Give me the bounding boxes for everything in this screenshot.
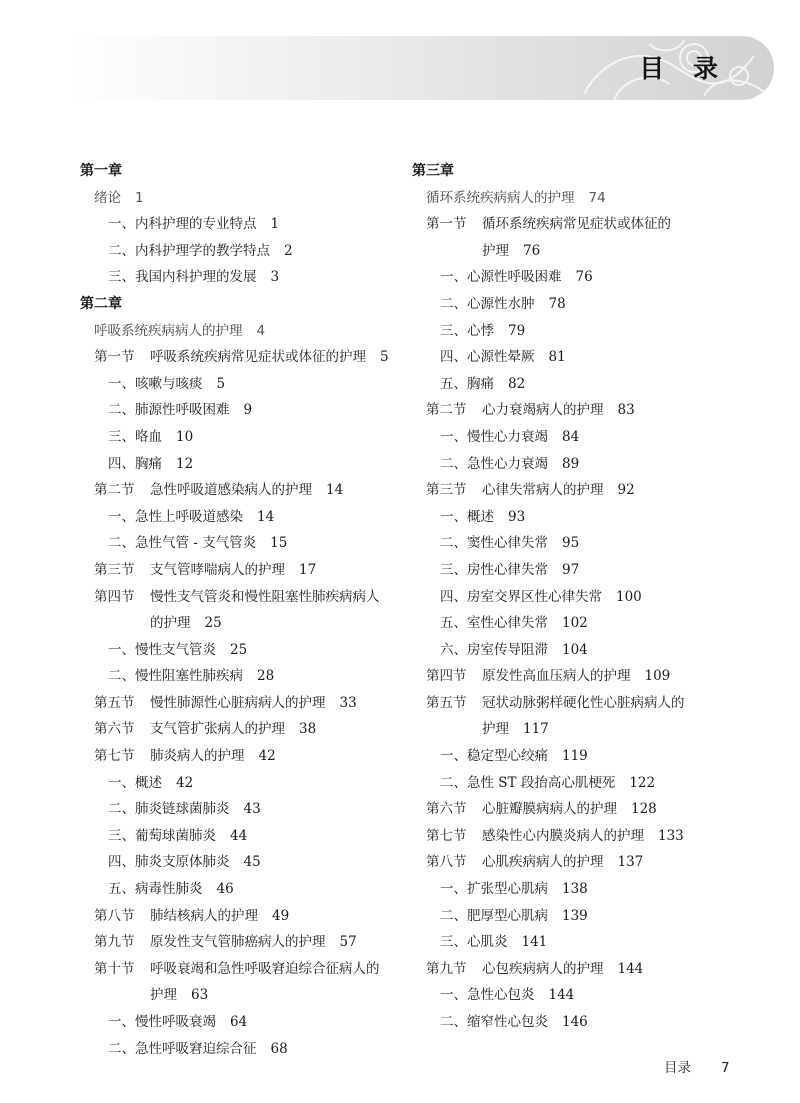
page-number: 63	[191, 987, 209, 1004]
toc-entry-continuation[interactable]	[80, 982, 400, 1009]
entry-title: 二、缩窄性心包炎	[440, 1014, 548, 1030]
page-number: 95	[562, 535, 580, 552]
toc-entry-item[interactable]	[80, 424, 400, 451]
entry-title: 二、急性心力衰竭	[440, 455, 548, 472]
toc-entry-item[interactable]	[80, 823, 400, 850]
entry-title: 急性呼吸道感染病人的护理	[150, 482, 312, 499]
section-label: 第六节	[426, 801, 467, 818]
section-label: 第九节	[426, 960, 467, 977]
page-number: 10	[176, 428, 194, 445]
entry-title: 原发性高血压病人的护理	[482, 668, 631, 685]
page-number: 28	[257, 668, 275, 685]
toc-entry-section[interactable]	[80, 584, 400, 611]
entry-title: 支气管哮喘病人的护理	[150, 561, 285, 578]
entry-title: 一、慢性心力衰竭	[440, 428, 548, 445]
footer-label: 目录	[664, 1060, 691, 1076]
toc-entry-item[interactable]	[80, 530, 400, 557]
entry-title: 呼吸系统疾病病人的护理	[94, 322, 243, 339]
page-number: 42	[176, 774, 194, 791]
page-number: 144	[548, 987, 575, 1004]
page-number: 79	[508, 322, 526, 339]
entry-title: 一、概述	[108, 774, 162, 791]
chapter-heading: 第一章	[80, 163, 122, 179]
toc-entry-section[interactable]	[412, 796, 712, 823]
page-number: 12	[176, 455, 194, 472]
toc-entry-item[interactable]	[80, 796, 400, 823]
toc-entry-item[interactable]	[80, 1009, 400, 1036]
entry-title: 肺结核病人的护理	[150, 907, 258, 924]
page-number: 76	[523, 242, 541, 259]
entry-title: 四、心源性晕厥	[440, 349, 535, 366]
entry-title: 三、咯血	[108, 428, 162, 445]
toc-entry-section[interactable]	[412, 849, 712, 876]
toc-entry-item[interactable]	[412, 584, 712, 611]
section-label: 第三节	[426, 482, 467, 499]
section-label: 第十节	[94, 960, 135, 977]
toc-entry-item[interactable]	[412, 876, 712, 903]
page-number: 82	[508, 375, 526, 392]
entry-title: 心肌疾病病人的护理	[482, 854, 604, 871]
page-number: 139	[562, 907, 588, 924]
page-number: 92	[617, 482, 635, 499]
entry-title: 四、房室交界区性心律失常	[440, 588, 602, 605]
toc-left-column	[80, 158, 400, 1062]
toc-entry-item[interactable]	[80, 504, 400, 531]
toc-entry-item[interactable]	[80, 876, 400, 903]
page-number: 81	[548, 349, 566, 366]
toc-entry-chapter-title[interactable]	[412, 185, 712, 212]
page-number: 44	[230, 827, 248, 844]
toc-entry-item[interactable]	[80, 211, 400, 238]
entry-title: 呼吸衰竭和急性呼吸窘迫综合征病人的	[150, 960, 380, 977]
entry-title: 二、急性呼吸窘迫综合征	[108, 1040, 257, 1057]
entry-title: 循环系统疾病常见症状或体征的	[482, 216, 671, 233]
toc-entry-section[interactable]	[80, 557, 400, 584]
page-number: 119	[562, 748, 588, 765]
page-number: 144	[617, 960, 644, 977]
toc-entry-continuation[interactable]	[412, 238, 712, 265]
entry-title: 四、胸痛	[108, 455, 162, 472]
entry-title: 三、葡萄球菌肺炎	[108, 827, 216, 844]
entry-title: 肺炎病人的护理	[150, 748, 245, 765]
page-number: 14	[326, 482, 344, 499]
page-number: 78	[548, 295, 566, 312]
toc-entry-item[interactable]	[80, 663, 400, 690]
toc-entry-item[interactable]	[80, 1036, 400, 1063]
toc-entry-section[interactable]	[80, 716, 400, 743]
page-number: 146	[562, 1014, 588, 1030]
entry-title: 二、心源性水肿	[440, 295, 535, 312]
entry-title: 呼吸系统疾病常见症状或体征的护理	[150, 349, 366, 366]
toc-entry-item[interactable]	[412, 557, 712, 584]
entry-title: 感染性心内膜炎病人的护理	[482, 827, 644, 844]
chapter-heading: 第二章	[80, 295, 122, 312]
entry-title: 一、急性心包炎	[440, 987, 535, 1004]
entry-title: 心脏瓣膜病病人的护理	[482, 801, 617, 818]
entry-title: 二、窦性心律失常	[440, 535, 548, 552]
page-number: 46	[216, 881, 234, 898]
entry-title: 冠状动脉粥样硬化性心脏病病人的	[482, 694, 685, 711]
entry-title: 心力衰竭病人的护理	[482, 402, 604, 419]
page-number: 93	[508, 508, 526, 525]
page-number: 89	[562, 455, 580, 472]
toc-entry-section[interactable]	[412, 211, 712, 238]
page-number: 84	[562, 428, 580, 445]
section-label: 第四节	[94, 588, 135, 605]
section-label: 第五节	[94, 694, 135, 711]
toc-entry-item[interactable]	[412, 903, 712, 930]
toc-entry-section[interactable]	[80, 690, 400, 717]
entry-title: 护理	[150, 987, 177, 1004]
toc-entry-section[interactable]	[80, 929, 400, 956]
toc-entry-item[interactable]	[412, 637, 712, 664]
entry-title: 一、稳定型心绞痛	[440, 748, 548, 765]
entry-title: 护理	[482, 242, 509, 259]
toc-entry-chapter-title[interactable]	[80, 185, 400, 212]
entry-title: 一、慢性呼吸衰竭	[108, 1014, 216, 1030]
toc-entry-item[interactable]	[80, 849, 400, 876]
page-number: 14	[257, 508, 275, 525]
page-number: 83	[617, 402, 635, 419]
entry-title: 四、肺炎支原体肺炎	[108, 854, 230, 871]
section-label: 第九节	[94, 934, 135, 951]
chapter-heading: 第三章	[412, 163, 454, 179]
page-number: 141	[521, 934, 548, 951]
page-number: 3	[270, 269, 280, 286]
section-label: 第一节	[94, 349, 135, 366]
page-number: 4	[256, 322, 266, 339]
entry-title: 一、急性上呼吸道感染	[108, 508, 243, 525]
page-number: 138	[562, 881, 588, 898]
section-label: 第八节	[426, 854, 467, 871]
toc-entry-section[interactable]	[80, 477, 400, 504]
page-number: 17	[299, 561, 317, 578]
toc-entry-section[interactable]	[412, 823, 712, 850]
entry-title: 三、我国内科护理的发展	[108, 269, 257, 286]
page-number: 74	[588, 189, 606, 206]
page-number: 1	[135, 189, 144, 206]
page-number: 45	[243, 854, 261, 871]
toc-entry-item[interactable]	[412, 424, 712, 451]
entry-title: 原发性支气管肺癌病人的护理	[150, 934, 326, 951]
toc-entry-section[interactable]	[80, 956, 400, 983]
entry-title: 二、慢性阻塞性肺疾病	[108, 668, 243, 685]
section-label: 第二节	[94, 482, 135, 499]
toc-entry-item[interactable]	[412, 530, 712, 557]
entry-title: 二、肺炎链球菌肺炎	[108, 801, 230, 818]
toc-right-column	[412, 158, 712, 1036]
entry-title: 的护理	[150, 615, 191, 632]
page-number: 122	[629, 774, 656, 791]
toc-entry-section[interactable]	[80, 743, 400, 770]
toc-entry-item[interactable]	[80, 397, 400, 424]
page-number: 5	[216, 375, 226, 392]
page-number: 38	[299, 721, 317, 738]
page-number: 25	[230, 641, 248, 658]
page-number: 7	[721, 1060, 730, 1076]
toc-entry-item[interactable]	[80, 770, 400, 797]
entry-title: 二、急性气管 - 支气管炎	[108, 535, 257, 552]
page-number: 49	[272, 907, 290, 924]
toc-entry-chapter-title[interactable]	[80, 318, 400, 345]
entry-title: 护理	[482, 721, 509, 738]
entry-title: 一、慢性支气管炎	[108, 641, 216, 658]
toc-entry-continuation[interactable]	[412, 716, 712, 743]
entry-title: 绪论	[94, 189, 121, 206]
entry-title: 支气管扩张病人的护理	[150, 721, 285, 738]
page-number: 104	[562, 641, 588, 658]
toc-entry-section[interactable]	[80, 903, 400, 930]
section-label: 第四节	[426, 668, 467, 685]
entry-title: 三、心悸	[440, 322, 494, 339]
toc-entry-section[interactable]	[80, 344, 400, 371]
entry-title: 三、心肌炎	[440, 934, 508, 951]
toc-entry-item[interactable]	[412, 371, 712, 398]
page-number: 68	[270, 1040, 288, 1057]
page-number: 102	[562, 615, 588, 632]
page-number: 33	[339, 694, 357, 711]
section-label: 第一节	[426, 216, 467, 233]
page-number: 1	[270, 216, 280, 233]
section-label: 第七节	[426, 827, 467, 844]
page-number: 76	[575, 269, 593, 286]
page-number: 117	[523, 721, 549, 738]
page-number: 97	[562, 561, 580, 578]
page-number: 137	[617, 854, 644, 871]
toc-entry-item[interactable]	[412, 344, 712, 371]
entry-title: 五、胸痛	[440, 375, 494, 392]
page-number: 100	[616, 588, 642, 605]
page-number: 9	[243, 402, 253, 419]
toc-entry-item[interactable]	[412, 610, 712, 637]
section-label: 第八节	[94, 907, 135, 924]
entry-title: 心律失常病人的护理	[482, 482, 604, 499]
toc-entry-item[interactable]	[80, 371, 400, 398]
entry-title: 慢性肺源性心脏病病人的护理	[150, 694, 326, 711]
toc-entry-section[interactable]	[412, 663, 712, 690]
page-number: 64	[230, 1014, 248, 1030]
page-number: 25	[204, 615, 222, 632]
page-number: 109	[644, 668, 671, 685]
toc-entry-item[interactable]	[412, 1009, 712, 1036]
toc-entry-item[interactable]	[80, 637, 400, 664]
entry-title: 二、肺源性呼吸困难	[108, 402, 230, 419]
toc-entry-section[interactable]	[412, 690, 712, 717]
entry-title: 一、内科护理的专业特点	[108, 216, 257, 233]
page-number: 5	[380, 349, 389, 366]
section-label: 第七节	[94, 748, 135, 765]
entry-title: 一、概述	[440, 508, 494, 525]
toc-entry-item[interactable]	[412, 318, 712, 345]
entry-title: 循环系统疾病病人的护理	[426, 189, 575, 206]
toc-entry-item[interactable]	[412, 504, 712, 531]
toc-entry-item[interactable]	[412, 291, 712, 318]
toc-entry-section[interactable]	[412, 397, 712, 424]
toc-entry-item[interactable]	[412, 929, 712, 956]
page-number: 133	[658, 827, 684, 844]
toc-entry-item[interactable]	[80, 451, 400, 478]
section-label: 第二节	[426, 402, 467, 419]
header-band	[68, 36, 774, 100]
page-title: 目 录	[639, 54, 728, 83]
toc-entry-item[interactable]	[412, 451, 712, 478]
entry-title: 六、房室传导阻滞	[440, 641, 548, 658]
toc-entry-item[interactable]	[412, 982, 712, 1009]
entry-title: 慢性支气管炎和慢性阻塞性肺疾病病人	[150, 588, 380, 605]
section-label: 第三节	[94, 561, 135, 578]
entry-title: 二、急性 ST 段抬高心肌梗死	[440, 774, 616, 791]
page-number: 128	[631, 801, 657, 818]
page-number: 42	[258, 748, 276, 765]
entry-title: 二、肥厚型心肌病	[440, 907, 548, 924]
entry-title: 心包疾病病人的护理	[482, 960, 604, 977]
page-number: 2	[284, 242, 293, 259]
toc-entry-item[interactable]	[80, 238, 400, 265]
entry-title: 二、内科护理学的教学特点	[108, 242, 270, 259]
entry-title: 一、咳嗽与咳痰	[108, 375, 203, 392]
entry-title: 三、房性心律失常	[440, 561, 548, 578]
page-number: 15	[270, 535, 288, 552]
page-number: 43	[243, 801, 261, 818]
section-label: 第五节	[426, 694, 467, 711]
toc-entry-section[interactable]	[412, 956, 712, 983]
toc-entry-section[interactable]	[412, 477, 712, 504]
page-footer	[664, 1056, 730, 1076]
entry-title: 五、室性心律失常	[440, 615, 548, 632]
page-number: 57	[339, 934, 357, 951]
toc-entry-item[interactable]	[412, 743, 712, 770]
entry-title: 一、扩张型心肌病	[440, 881, 548, 898]
toc-entry-item[interactable]	[412, 264, 712, 291]
entry-title: 五、病毒性肺炎	[108, 881, 203, 898]
entry-title: 一、心源性呼吸困难	[440, 269, 562, 286]
toc-entry-item[interactable]	[80, 264, 400, 291]
toc-entry-item[interactable]	[412, 770, 712, 797]
toc-entry-continuation[interactable]	[80, 610, 400, 637]
section-label: 第六节	[94, 721, 135, 738]
